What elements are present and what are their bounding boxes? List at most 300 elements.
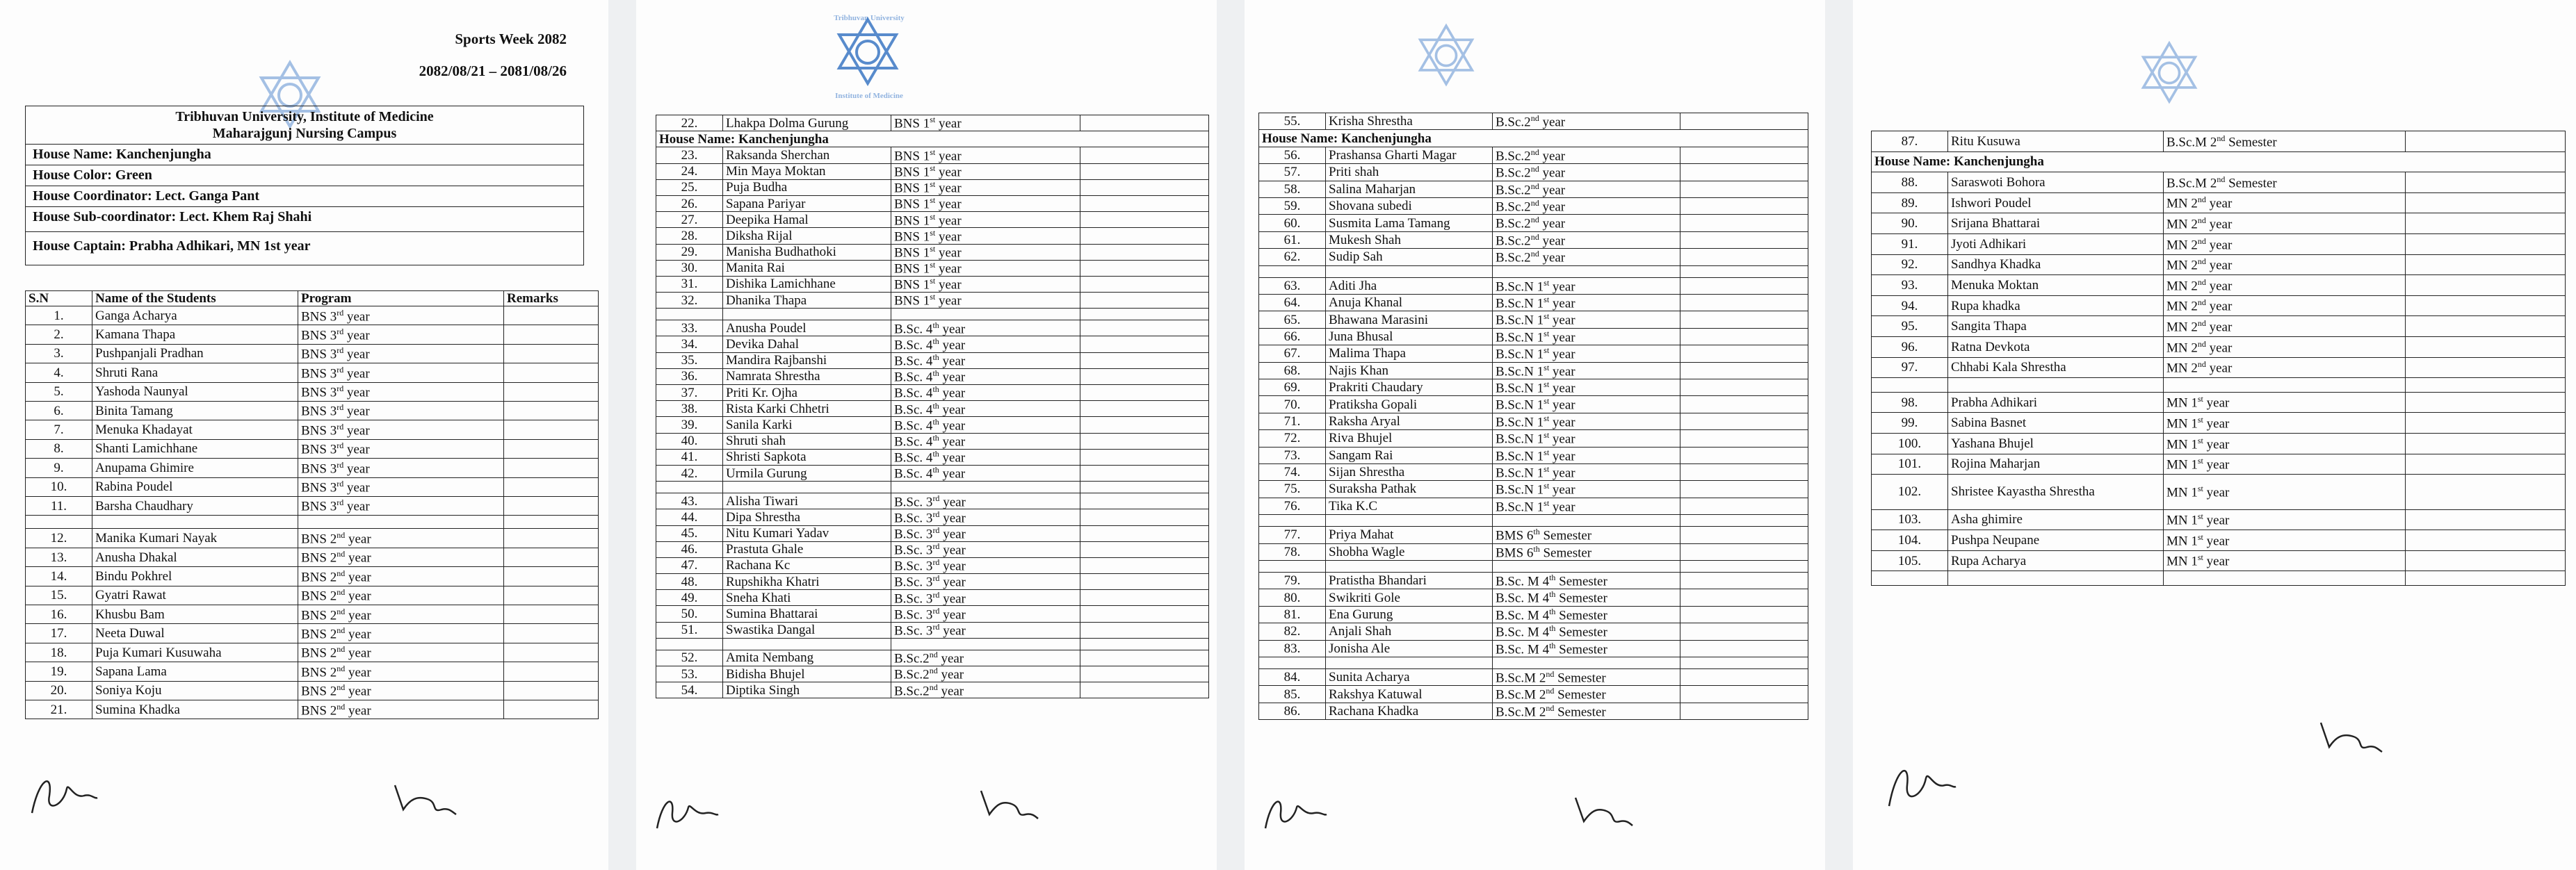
cell-sn: 78. <box>1259 543 1326 560</box>
cell-remarks <box>1080 606 1209 622</box>
empty-cell <box>891 309 1080 320</box>
cell-remarks <box>2406 295 2566 316</box>
cell-name: Anupama Ghimire <box>92 459 298 477</box>
cell-program: B.Sc. 4th year <box>891 417 1080 433</box>
cell-name: Deepika Hamal <box>723 212 891 228</box>
table-row <box>1259 481 1808 498</box>
cell-sn: 93. <box>1872 275 1948 296</box>
cell-name: Diksha Rijal <box>723 228 891 244</box>
table-row <box>1259 430 1808 447</box>
table-row <box>1259 669 1808 686</box>
cell-remarks <box>1080 622 1209 638</box>
divider <box>26 206 583 207</box>
cell-name: Krisha Shrestha <box>1326 113 1493 130</box>
cell-remarks <box>504 529 599 548</box>
table-row <box>1872 336 2566 357</box>
cell-remarks <box>1080 493 1209 509</box>
empty-cell <box>1872 571 1948 586</box>
cell-program: MN 1st year <box>2164 550 2406 571</box>
cell-sn: 75. <box>1259 481 1326 498</box>
stamp-text: Tribhuvan University <box>834 14 905 22</box>
cell-program: B.Sc.2nd year <box>891 666 1080 682</box>
table-row <box>1259 498 1808 514</box>
cell-sn: 6. <box>26 401 92 420</box>
cell-program: B.Sc. 4th year <box>891 433 1080 449</box>
cell-sn: 17. <box>26 624 92 643</box>
empty-cell <box>891 638 1080 650</box>
table-row <box>1259 623 1808 640</box>
cell-program: BMS 6th Semester <box>1493 543 1680 560</box>
empty-cell <box>656 309 723 320</box>
cell-name: Aditi Jha <box>1326 277 1493 294</box>
table-row <box>1259 606 1808 623</box>
cell-sn: 96. <box>1872 336 1948 357</box>
table-row <box>656 320 1209 336</box>
table-row <box>1872 434 2566 454</box>
cell-sn: 102. <box>1872 475 1948 509</box>
cell-sn: 46. <box>656 541 723 557</box>
cell-name: Shanti Lamichhane <box>92 439 298 458</box>
cell-remarks <box>2406 316 2566 337</box>
cell-name: Jonisha Ale <box>1326 640 1493 657</box>
cell-sn: 59. <box>1259 197 1326 214</box>
cell-sn: 89. <box>1872 192 1948 213</box>
student-table <box>1258 113 1808 720</box>
blank-row <box>1872 378 2566 393</box>
cell-name: Prastuta Ghale <box>723 541 891 557</box>
cell-name: Khusbu Bam <box>92 605 298 624</box>
cell-sn: 105. <box>1872 550 1948 571</box>
table-row <box>1872 550 2566 571</box>
cell-remarks <box>1680 249 1808 265</box>
blank-row <box>1259 560 1808 572</box>
cell-remarks <box>1680 589 1808 606</box>
cell-sn: 81. <box>1259 606 1326 623</box>
cell-program: B.Sc.2nd year <box>891 650 1080 666</box>
table-row <box>26 477 599 496</box>
cell-remarks <box>1680 543 1808 560</box>
cell-sn: 13. <box>26 548 92 566</box>
cell-program: BNS 1st year <box>891 260 1080 276</box>
cell-program: BNS 1st year <box>891 293 1080 309</box>
cell-name: Raksha Aryal <box>1326 413 1493 429</box>
cell-remarks <box>1680 396 1808 413</box>
empty-cell <box>1259 657 1326 668</box>
cell-remarks <box>1080 417 1209 433</box>
cell-remarks <box>2406 213 2566 234</box>
cell-program: B.Sc.2nd year <box>1493 215 1680 231</box>
table-row <box>656 557 1209 573</box>
cell-program: B.Sc.N 1st year <box>1493 362 1680 379</box>
cell-sn: 63. <box>1259 277 1326 294</box>
table-row <box>1259 703 1808 719</box>
cell-program: BNS 2nd year <box>298 586 504 605</box>
table-row <box>1259 113 1808 130</box>
empty-cell <box>2164 571 2406 586</box>
empty-cell <box>504 516 599 529</box>
cell-sn: 83. <box>1259 640 1326 657</box>
sheet-2 <box>636 0 1217 870</box>
cell-name: Anusha Poudel <box>723 320 891 336</box>
cell-name: Bidisha Bhujel <box>723 666 891 682</box>
table-row <box>26 439 599 458</box>
cell-name: Rupshikha Khatri <box>723 574 891 590</box>
house-coordinator: House Coordinator: Lect. Ganga Pant <box>33 188 260 204</box>
cell-remarks <box>504 306 599 325</box>
cell-name: Dipa Shrestha <box>723 509 891 525</box>
cell-name: Priya Mahat <box>1326 527 1493 543</box>
table-row <box>1259 686 1808 703</box>
table-row <box>1259 277 1808 294</box>
table-row <box>1872 392 2566 413</box>
table-row <box>656 228 1209 244</box>
cell-name: Suraksha Pathak <box>1326 481 1493 498</box>
table-row <box>656 385 1209 401</box>
table-row <box>1259 640 1808 657</box>
table-row <box>656 147 1209 163</box>
blank-row <box>656 482 1209 493</box>
table-row <box>26 700 599 719</box>
cell-name: Manita Rai <box>723 260 891 276</box>
cell-remarks <box>1080 352 1209 368</box>
cell-sn: 84. <box>1259 669 1326 686</box>
table-row <box>26 548 599 566</box>
cell-name: Neeta Duwal <box>92 624 298 643</box>
table-row <box>656 622 1209 638</box>
cell-program: MN 2nd year <box>2164 275 2406 296</box>
table-row <box>656 352 1209 368</box>
cell-program: B.Sc. 3rd year <box>891 574 1080 590</box>
cell-program: BNS 2nd year <box>298 681 504 700</box>
cell-program: MN 1st year <box>2164 509 2406 530</box>
cell-remarks <box>504 605 599 624</box>
table-row <box>1259 164 1808 181</box>
cell-program: BNS 3rd year <box>298 306 504 325</box>
cell-name: Soniya Koju <box>92 681 298 700</box>
cell-sn: 12. <box>26 529 92 548</box>
empty-cell <box>1872 378 1948 393</box>
empty-cell <box>1948 378 2164 393</box>
cell-program: B.Sc.N 1st year <box>1493 430 1680 447</box>
cell-sn: 86. <box>1259 703 1326 719</box>
cell-sn: 69. <box>1259 379 1326 395</box>
empty-cell <box>1080 638 1209 650</box>
cell-name: Sandhya Khadka <box>1948 254 2164 275</box>
table-row <box>656 260 1209 276</box>
cell-program: B.Sc. 4th year <box>891 368 1080 384</box>
table-row <box>26 401 599 420</box>
cell-sn: 27. <box>656 212 723 228</box>
cell-program: BNS 3rd year <box>298 401 504 420</box>
cell-sn: 21. <box>26 700 92 719</box>
cell-program: B.Sc. 4th year <box>891 320 1080 336</box>
cell-name: Shovana subedi <box>1326 197 1493 214</box>
table-row <box>656 417 1209 433</box>
table-row <box>1872 213 2566 234</box>
blank-row <box>1259 265 1808 277</box>
cell-remarks <box>1080 115 1209 131</box>
cell-remarks <box>1080 260 1209 276</box>
empty-cell <box>2164 378 2406 393</box>
table-row <box>1872 357 2566 378</box>
cell-name: Salina Maharjan <box>1326 181 1493 197</box>
cell-program: B.Sc. M 4th Semester <box>1493 640 1680 657</box>
cell-program: B.Sc.N 1st year <box>1493 463 1680 480</box>
empty-cell <box>1326 657 1493 668</box>
cell-program: BNS 2nd year <box>298 548 504 566</box>
empty-cell <box>1259 265 1326 277</box>
table-row <box>656 574 1209 590</box>
house-captain: House Captain: Prabha Adhikari, MN 1st year <box>33 238 311 254</box>
cell-program: MN 2nd year <box>2164 316 2406 337</box>
cell-name: Kamana Thapa <box>92 325 298 344</box>
table-row <box>1259 527 1808 543</box>
table-row <box>1259 181 1808 197</box>
cell-sn: 62. <box>1259 249 1326 265</box>
cell-name: Ratna Devkota <box>1948 336 2164 357</box>
cell-remarks <box>1680 362 1808 379</box>
cell-remarks <box>504 548 599 566</box>
cell-name: Nitu Kumari Yadav <box>723 525 891 541</box>
empty-cell <box>1326 515 1493 527</box>
cell-sn: 88. <box>1872 172 1948 193</box>
cell-name: Sabina Basnet <box>1948 413 2164 434</box>
cell-sn: 54. <box>656 682 723 698</box>
cell-name: Shobha Wagle <box>1326 543 1493 560</box>
cell-program: BNS 1st year <box>891 195 1080 211</box>
cell-program: BNS 2nd year <box>298 567 504 586</box>
cell-remarks <box>1080 276 1209 292</box>
cell-sn: 76. <box>1259 498 1326 514</box>
empty-cell <box>1259 515 1326 527</box>
table-row <box>1259 447 1808 463</box>
cell-remarks <box>1680 413 1808 429</box>
cell-program: B.Sc. 3rd year <box>891 541 1080 557</box>
cell-name: Asha ghimire <box>1948 509 2164 530</box>
table-row <box>1259 147 1808 163</box>
cell-program: MN 1st year <box>2164 530 2406 551</box>
cell-remarks <box>1080 541 1209 557</box>
cell-sn: 24. <box>656 163 723 179</box>
cell-program: BNS 1st year <box>891 179 1080 195</box>
cell-remarks <box>2406 336 2566 357</box>
cell-sn: 44. <box>656 509 723 525</box>
cell-remarks <box>1680 215 1808 231</box>
cell-program: BNS 1st year <box>891 244 1080 260</box>
cell-name: Prashansa Gharti Magar <box>1326 147 1493 163</box>
cell-program: MN 2nd year <box>2164 357 2406 378</box>
cell-sn: 48. <box>656 574 723 590</box>
cell-sn: 10. <box>26 477 92 496</box>
header-box <box>25 106 584 265</box>
cell-sn: 23. <box>656 147 723 163</box>
cell-program: B.Sc. 3rd year <box>891 622 1080 638</box>
cell-program: BNS 3rd year <box>298 459 504 477</box>
cell-sn: 68. <box>1259 362 1326 379</box>
cell-remarks <box>2406 131 2566 152</box>
cell-sn: 30. <box>656 260 723 276</box>
cell-program: BNS 2nd year <box>298 662 504 681</box>
blank-row <box>656 309 1209 320</box>
cell-name: Diptika Singh <box>723 682 891 698</box>
cell-sn: 66. <box>1259 328 1326 345</box>
cell-program: B.Sc.M 2nd Semester <box>1493 703 1680 719</box>
cell-remarks <box>504 643 599 662</box>
table-row <box>1259 573 1808 589</box>
cell-name: Puja Kumari Kusuwaha <box>92 643 298 662</box>
empty-cell <box>2406 378 2566 393</box>
cell-name: Pratistha Bhandari <box>1326 573 1493 589</box>
cell-remarks <box>504 477 599 496</box>
cell-program: B.Sc.M 2nd Semester <box>1493 686 1680 703</box>
cell-name: Srijana Bhattarai <box>1948 213 2164 234</box>
empty-cell <box>891 482 1080 493</box>
cell-program: MN 2nd year <box>2164 213 2406 234</box>
cell-sn: 40. <box>656 433 723 449</box>
cell-remarks <box>504 439 599 458</box>
cell-name: Sunita Acharya <box>1326 669 1493 686</box>
cell-program: BMS 6th Semester <box>1493 527 1680 543</box>
cell-remarks <box>1680 311 1808 328</box>
cell-program: B.Sc. 4th year <box>891 401 1080 417</box>
col-remarks: Remarks <box>504 291 599 306</box>
cell-remarks <box>2406 509 2566 530</box>
table-row <box>656 276 1209 292</box>
cell-remarks <box>1080 650 1209 666</box>
cell-remarks <box>1080 320 1209 336</box>
cell-sn: 29. <box>656 244 723 260</box>
cell-sn: 67. <box>1259 345 1326 362</box>
table-row <box>1872 509 2566 530</box>
cell-name: Prabha Adhikari <box>1948 392 2164 413</box>
cell-sn: 51. <box>656 622 723 638</box>
table-row <box>656 449 1209 465</box>
cell-remarks <box>2406 172 2566 193</box>
table-row <box>26 344 599 363</box>
university-logo-icon <box>829 14 906 90</box>
cell-remarks <box>2406 550 2566 571</box>
cell-name: Dishika Lamichhane <box>723 276 891 292</box>
cell-name: Saraswoti Bohora <box>1948 172 2164 193</box>
table-row <box>1259 543 1808 560</box>
cell-program: B.Sc. M 4th Semester <box>1493 606 1680 623</box>
empty-cell <box>723 309 891 320</box>
gutter <box>1217 0 1245 870</box>
cell-program: BNS 1st year <box>891 276 1080 292</box>
empty-cell <box>1493 560 1680 572</box>
cell-program: B.Sc. 3rd year <box>891 493 1080 509</box>
cell-program: BNS 1st year <box>891 212 1080 228</box>
cell-name: Urmila Gurung <box>723 465 891 481</box>
table-row <box>656 465 1209 481</box>
cell-name: Pushpanjali Pradhan <box>92 344 298 363</box>
cell-program: BNS 2nd year <box>298 643 504 662</box>
cell-name: Anusha Dhakal <box>92 548 298 566</box>
cell-remarks <box>2406 530 2566 551</box>
table-row <box>656 368 1209 384</box>
cell-name: Anjali Shah <box>1326 623 1493 640</box>
cell-program: B.Sc. 3rd year <box>891 525 1080 541</box>
student-table <box>656 115 1209 698</box>
cell-program: BNS 2nd year <box>298 624 504 643</box>
cell-name: Sapana Lama <box>92 662 298 681</box>
table-row <box>1259 294 1808 311</box>
cell-remarks <box>2406 392 2566 413</box>
table-row <box>1872 192 2566 213</box>
cell-sn: 18. <box>26 643 92 662</box>
cell-program: B.Sc.N 1st year <box>1493 294 1680 311</box>
table-row <box>1872 413 2566 434</box>
cell-sn: 38. <box>656 401 723 417</box>
cell-name: Sneha Khati <box>723 590 891 606</box>
cell-sn: 80. <box>1259 589 1326 606</box>
cell-program: B.Sc. M 4th Semester <box>1493 589 1680 606</box>
empty-cell <box>2406 571 2566 586</box>
cell-program: MN 2nd year <box>2164 336 2406 357</box>
table-row <box>1872 295 2566 316</box>
cell-remarks <box>504 700 599 719</box>
table-row <box>1259 328 1808 345</box>
col-sn: S.N <box>26 291 92 306</box>
cell-name: Rachana Kc <box>723 557 891 573</box>
empty-cell <box>723 482 891 493</box>
cell-program: MN 2nd year <box>2164 295 2406 316</box>
empty-cell <box>1680 560 1808 572</box>
house-name: House Name: Kanchenjungha <box>33 147 211 162</box>
cell-name: Ganga Acharya <box>92 306 298 325</box>
cell-sn: 22. <box>656 115 723 131</box>
empty-cell <box>1080 309 1209 320</box>
cell-sn: 94. <box>1872 295 1948 316</box>
cell-remarks <box>1680 703 1808 719</box>
table-row <box>26 567 599 586</box>
cell-sn: 8. <box>26 439 92 458</box>
cell-sn: 77. <box>1259 527 1326 543</box>
table-row <box>1259 413 1808 429</box>
cell-remarks <box>504 344 599 363</box>
university-logo-icon <box>2134 38 2204 108</box>
cell-sn: 16. <box>26 605 92 624</box>
table-row <box>1872 172 2566 193</box>
cell-program: B.Sc.N 1st year <box>1493 447 1680 463</box>
cell-program: B.Sc.M 2nd Semester <box>2164 131 2406 152</box>
cell-remarks <box>1680 231 1808 248</box>
blank-row <box>656 638 1209 650</box>
cell-sn: 95. <box>1872 316 1948 337</box>
cell-name: Riva Bhujel <box>1326 430 1493 447</box>
cell-remarks <box>504 420 599 439</box>
cell-program: BNS 3rd year <box>298 363 504 382</box>
empty-cell <box>1948 571 2164 586</box>
table-row <box>1259 379 1808 395</box>
cell-sn: 15. <box>26 586 92 605</box>
table-row <box>656 115 1209 131</box>
cell-name: Prakriti Chaudary <box>1326 379 1493 395</box>
blank-row <box>1259 657 1808 668</box>
cell-sn: 87. <box>1872 131 1948 152</box>
table-row <box>656 650 1209 666</box>
cell-remarks <box>1080 293 1209 309</box>
cell-name: Malima Thapa <box>1326 345 1493 362</box>
table-row <box>26 363 599 382</box>
cell-name: Sumina Khadka <box>92 700 298 719</box>
cell-program: MN 1st year <box>2164 454 2406 475</box>
cell-remarks <box>1680 328 1808 345</box>
cell-program: BNS 3rd year <box>298 439 504 458</box>
cell-program: BNS 2nd year <box>298 605 504 624</box>
empty-cell <box>1680 515 1808 527</box>
cell-sn: 7. <box>26 420 92 439</box>
